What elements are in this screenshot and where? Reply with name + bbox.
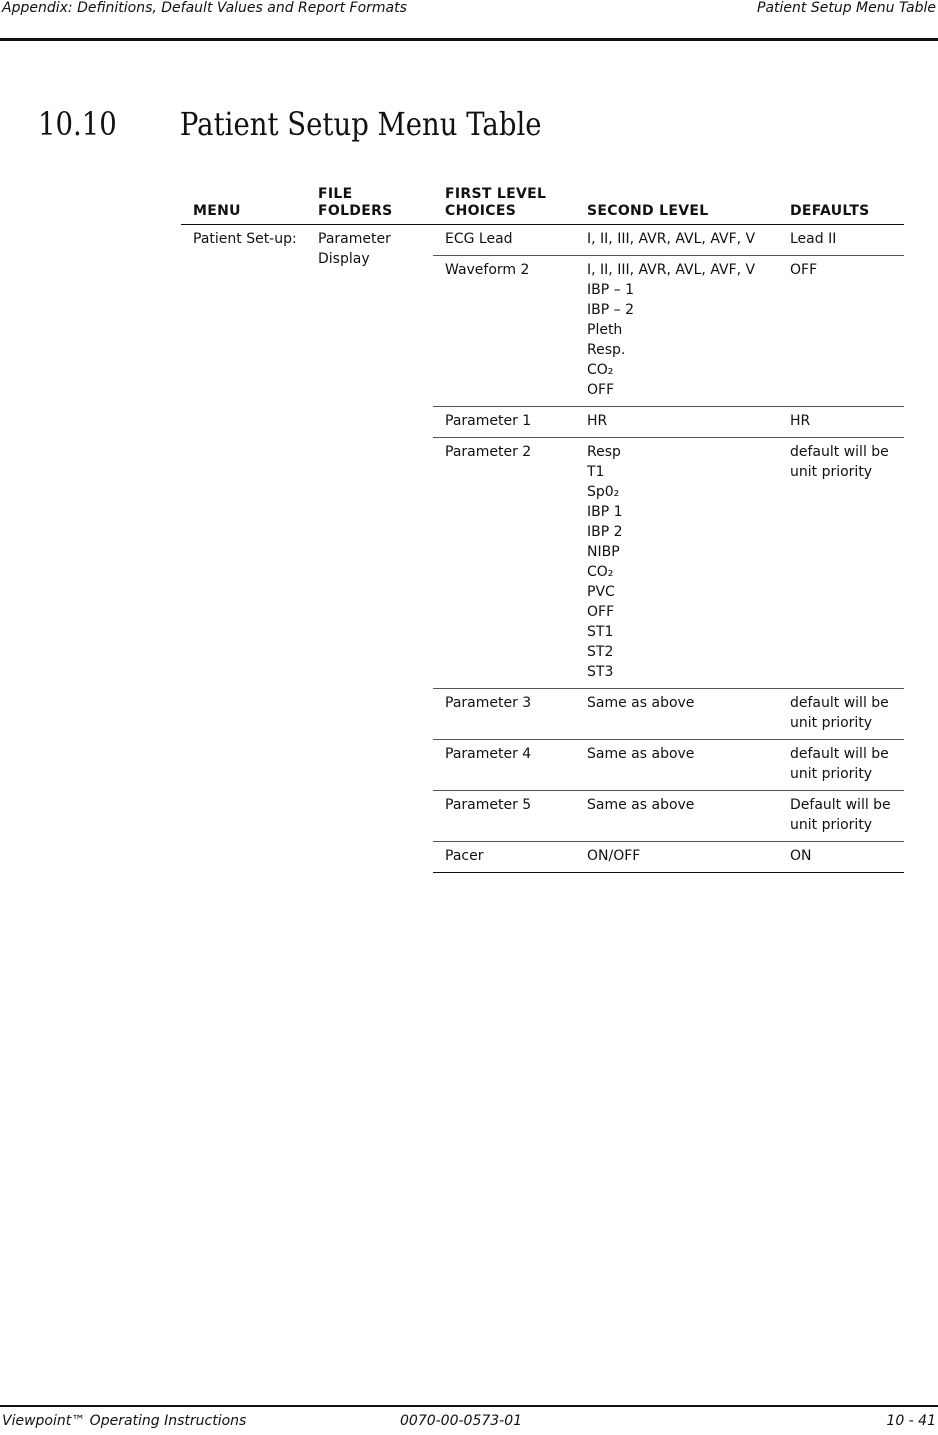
second-level-cell: Same as above bbox=[575, 689, 778, 740]
menu-cell: Patient Set-up: bbox=[193, 231, 297, 247]
section-heading bbox=[38, 104, 542, 144]
first-level-cell: Parameter 3 bbox=[433, 689, 575, 740]
file-folder-cell: Parameter Display bbox=[318, 231, 391, 267]
second-level-cell: Same as above bbox=[575, 791, 778, 842]
running-footer bbox=[0, 1413, 938, 1433]
first-level-cell: Parameter 2 bbox=[433, 438, 575, 689]
header-file-folders: FILE FOLDERS bbox=[306, 186, 433, 225]
second-level-cell: I, II, III, AVR, AVL, AVF, V bbox=[575, 225, 778, 256]
default-cell: default will be unit priority bbox=[778, 740, 904, 791]
header-section-title: Patient Setup Menu Table bbox=[757, 0, 936, 16]
header-menu: MENU bbox=[181, 186, 306, 225]
default-cell: Default will be unit priority bbox=[778, 791, 904, 842]
section-number: 10.10 bbox=[38, 105, 117, 143]
header-chapter-title: Appendix: Definitions, Default Values and Report Formats bbox=[2, 0, 407, 16]
second-level-cell: HR bbox=[575, 407, 778, 438]
default-cell: Lead II bbox=[778, 225, 904, 256]
table-row bbox=[181, 225, 904, 256]
footer-part-number: 0070-00-0573-01 bbox=[400, 1413, 523, 1429]
second-level-cell: Same as above bbox=[575, 740, 778, 791]
second-level-cell: I, II, III, AVR, AVL, AVF, V IBP – 1 IBP – 2 Pleth Resp. CO₂ OFF bbox=[575, 256, 778, 407]
patient-setup-menu-table bbox=[181, 186, 904, 873]
footer-rule bbox=[0, 1405, 938, 1407]
first-level-cell: Pacer bbox=[433, 842, 575, 873]
first-level-cell: Waveform 2 bbox=[433, 256, 575, 407]
footer-manual-title: Viewpoint™ Operating Instructions bbox=[2, 1413, 247, 1429]
header-second-level: SECOND LEVEL bbox=[575, 186, 778, 225]
first-level-cell: ECG Lead bbox=[433, 225, 575, 256]
default-cell: default will be unit priority bbox=[778, 689, 904, 740]
default-cell: HR bbox=[778, 407, 904, 438]
header-rule bbox=[0, 38, 938, 41]
running-header bbox=[0, 0, 938, 20]
section-title: Patient Setup Menu Table bbox=[179, 105, 542, 143]
page-number: 10 - 41 bbox=[886, 1413, 936, 1429]
second-level-cell: Resp T1 Sp0₂ IBP 1 IBP 2 NIBP CO₂ PVC OFF ST1 ST2 ST3 bbox=[575, 438, 778, 689]
first-level-cell: Parameter 1 bbox=[433, 407, 575, 438]
default-cell: ON bbox=[778, 842, 904, 873]
first-level-cell: Parameter 5 bbox=[433, 791, 575, 842]
default-cell: OFF bbox=[778, 256, 904, 407]
first-level-cell: Parameter 4 bbox=[433, 740, 575, 791]
table-header-row bbox=[181, 186, 904, 225]
second-level-cell: ON/OFF bbox=[575, 842, 778, 873]
default-cell: default will be unit priority bbox=[778, 438, 904, 689]
header-defaults: DEFAULTS bbox=[778, 186, 904, 225]
header-first-level: FIRST LEVEL CHOICES bbox=[433, 186, 575, 225]
